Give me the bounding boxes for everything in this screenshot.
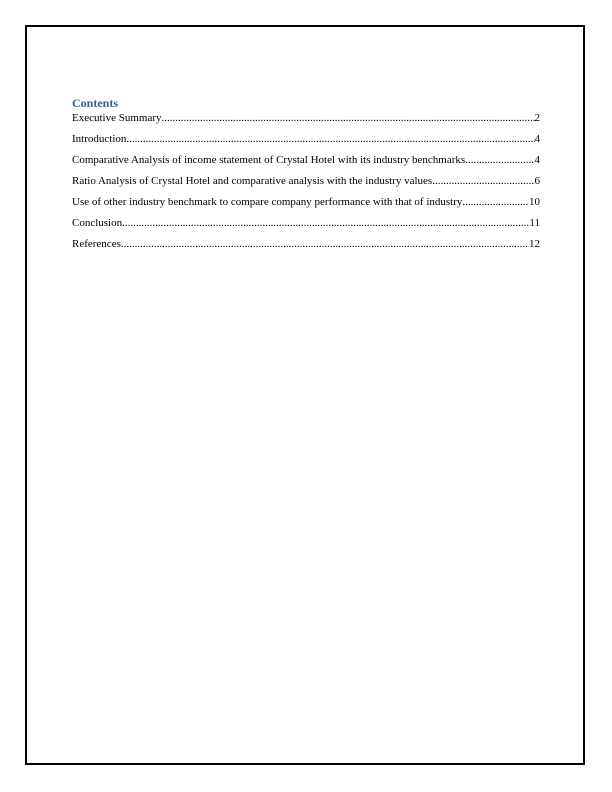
toc-entry-title: Conclusion [72, 217, 123, 229]
toc-entry-title: Use of other industry benchmark to compare company performance with that of industry [72, 196, 463, 208]
toc-entry-title: Comparative Analysis of income statement of Crystal Hotel with its industry benchmarks [72, 154, 466, 166]
toc-entry-executive-summary[interactable] [72, 112, 540, 125]
toc-entry-page: 2 [534, 112, 540, 124]
toc-entry-page: 10 [529, 196, 540, 208]
toc-entry-title: Executive Summary [72, 112, 162, 124]
toc-entry-page: 11 [529, 217, 540, 229]
toc-entry-conclusion[interactable] [72, 217, 540, 230]
toc-entry-page: 4 [534, 133, 540, 145]
toc-heading: Contents [72, 96, 119, 110]
toc-entry-title: Introduction [72, 133, 127, 145]
toc-list [72, 112, 540, 251]
toc-dot-leader [432, 175, 534, 188]
toc-dot-leader [126, 133, 534, 146]
toc-entry-title: References [72, 238, 121, 250]
toc-entry-introduction[interactable] [72, 133, 540, 146]
toc-dot-leader [122, 217, 529, 230]
toc-entry-page: 6 [534, 175, 540, 187]
toc-dot-leader [121, 238, 529, 251]
toc-dot-leader [162, 112, 535, 125]
toc-entry-page: 12 [529, 238, 540, 250]
toc-entry-references[interactable] [72, 238, 540, 251]
toc-entry-ratio-analysis[interactable] [72, 175, 540, 188]
toc-entry-industry-benchmark[interactable] [72, 196, 540, 209]
toc-dot-leader [465, 154, 534, 167]
toc-dot-leader [462, 196, 529, 209]
table-of-contents [72, 96, 540, 259]
toc-entry-title: Ratio Analysis of Crystal Hotel and comparative analysis with the industry values [72, 175, 433, 187]
toc-entry-page: 4 [534, 154, 540, 166]
toc-entry-comparative-analysis[interactable] [72, 154, 540, 167]
